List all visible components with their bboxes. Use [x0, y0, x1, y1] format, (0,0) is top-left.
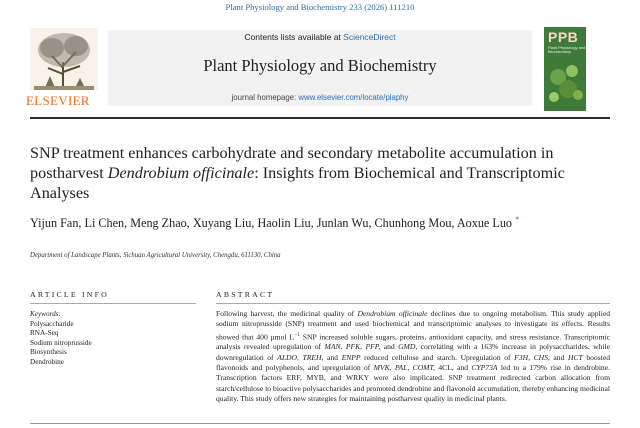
cover-acronym: PPB [548, 29, 579, 45]
authors-text: Yijun Fan, Li Chen, Meng Zhao, Xuyang Liu, Haolin Liu, Junlan Wu, Chunhong Mou, Aoxue Luo [30, 216, 513, 231]
keyword: Sodium nitroprusside [30, 338, 92, 347]
contents-line [108, 32, 532, 42]
keyword: Polysaccharide [30, 320, 74, 328]
homepage-prefix: journal homepage: [231, 93, 299, 102]
cover-image [544, 27, 586, 111]
homepage-line [108, 93, 532, 102]
journal-homepage-link[interactable]: www.elsevier.com/locate/plaphy [298, 93, 409, 102]
title-part-2: : Insights from Biochemical and Transcriptomic Analyses [30, 164, 565, 202]
article-info-rule [30, 303, 196, 304]
keywords-label: Keywords: [30, 310, 61, 318]
article-info-heading: ARTICLE INFO [30, 290, 109, 299]
elsevier-wordmark: ELSEVIER [26, 93, 90, 108]
article-title [30, 143, 590, 203]
masthead-rule [30, 117, 610, 119]
keyword: Dendrobine [30, 357, 64, 366]
corresponding-author-mark[interactable]: * [515, 215, 520, 224]
abstract-rule [216, 303, 610, 304]
keyword: RNA-Seq [30, 329, 59, 338]
journal-reference[interactable]: Plant Physiology and Biochemistry 233 (2026) 111210 [225, 2, 415, 12]
journal-title: Plant Physiology and Biochemistry [203, 56, 437, 75]
title-part-1: SNP treatment enhances carbohydrate and secondary metabolite accumulation in postharvest [30, 144, 554, 182]
abstract-heading: ABSTRACT [216, 290, 275, 299]
footer-rule [30, 423, 610, 424]
title-species: Dendrobium officinale [107, 164, 255, 182]
abstract-text: Following harvest, the medicinal quality of Dendrobium officinale declines due to ongoing metabolism. This study applied sodium nitroprusside (SNP) treatment and used biochemical and transcriptomic analyses to investigate its effects. Results showed that 400 μmol $L^{-1}$ SNP increased soluble sugars, proteins, antioxidant capacity, and stress resistance. Transcriptomic analysis revealed upregulation of MAN, PFK, PFP, and GMD, correlating with a 163% increase in polysaccharides, while downregulation of ALDO, TREH, and ENPP reduced cellulose and starch. Upregulation of F3H, CHS, and HCT boosted flavonoids and polyphenols, and upregulation of MVK, PAL, COMT, 4CL, and CYP73A led to a 179% rise in dendrobine. Transcription factors ERF, MYB, and WRKY were also implicated. SNP treatment redirected carbon allocation from starch/cellulose to bioactive polysaccharides and promoted dendrobine and flavonoid accumulation, thereby enhancing medicinal quality. This study offers new strategies for maintaining postharvest quality in medicinal plants. [216, 309, 611, 403]
keywords-list [30, 320, 92, 367]
cover-subtitle: Plant Physiology and Biochemistry [548, 45, 586, 54]
sciencedirect-link[interactable]: ScienceDirect [343, 32, 396, 42]
journal-cover [544, 27, 586, 111]
contents-prefix: Contents lists available at [244, 32, 344, 42]
affiliation: Department of Landscape Plants, Sichuan Agricultural University, Chengdu, 611130, China [30, 252, 281, 259]
author-list [30, 212, 590, 231]
keyword: Biosynthesis [30, 348, 67, 357]
